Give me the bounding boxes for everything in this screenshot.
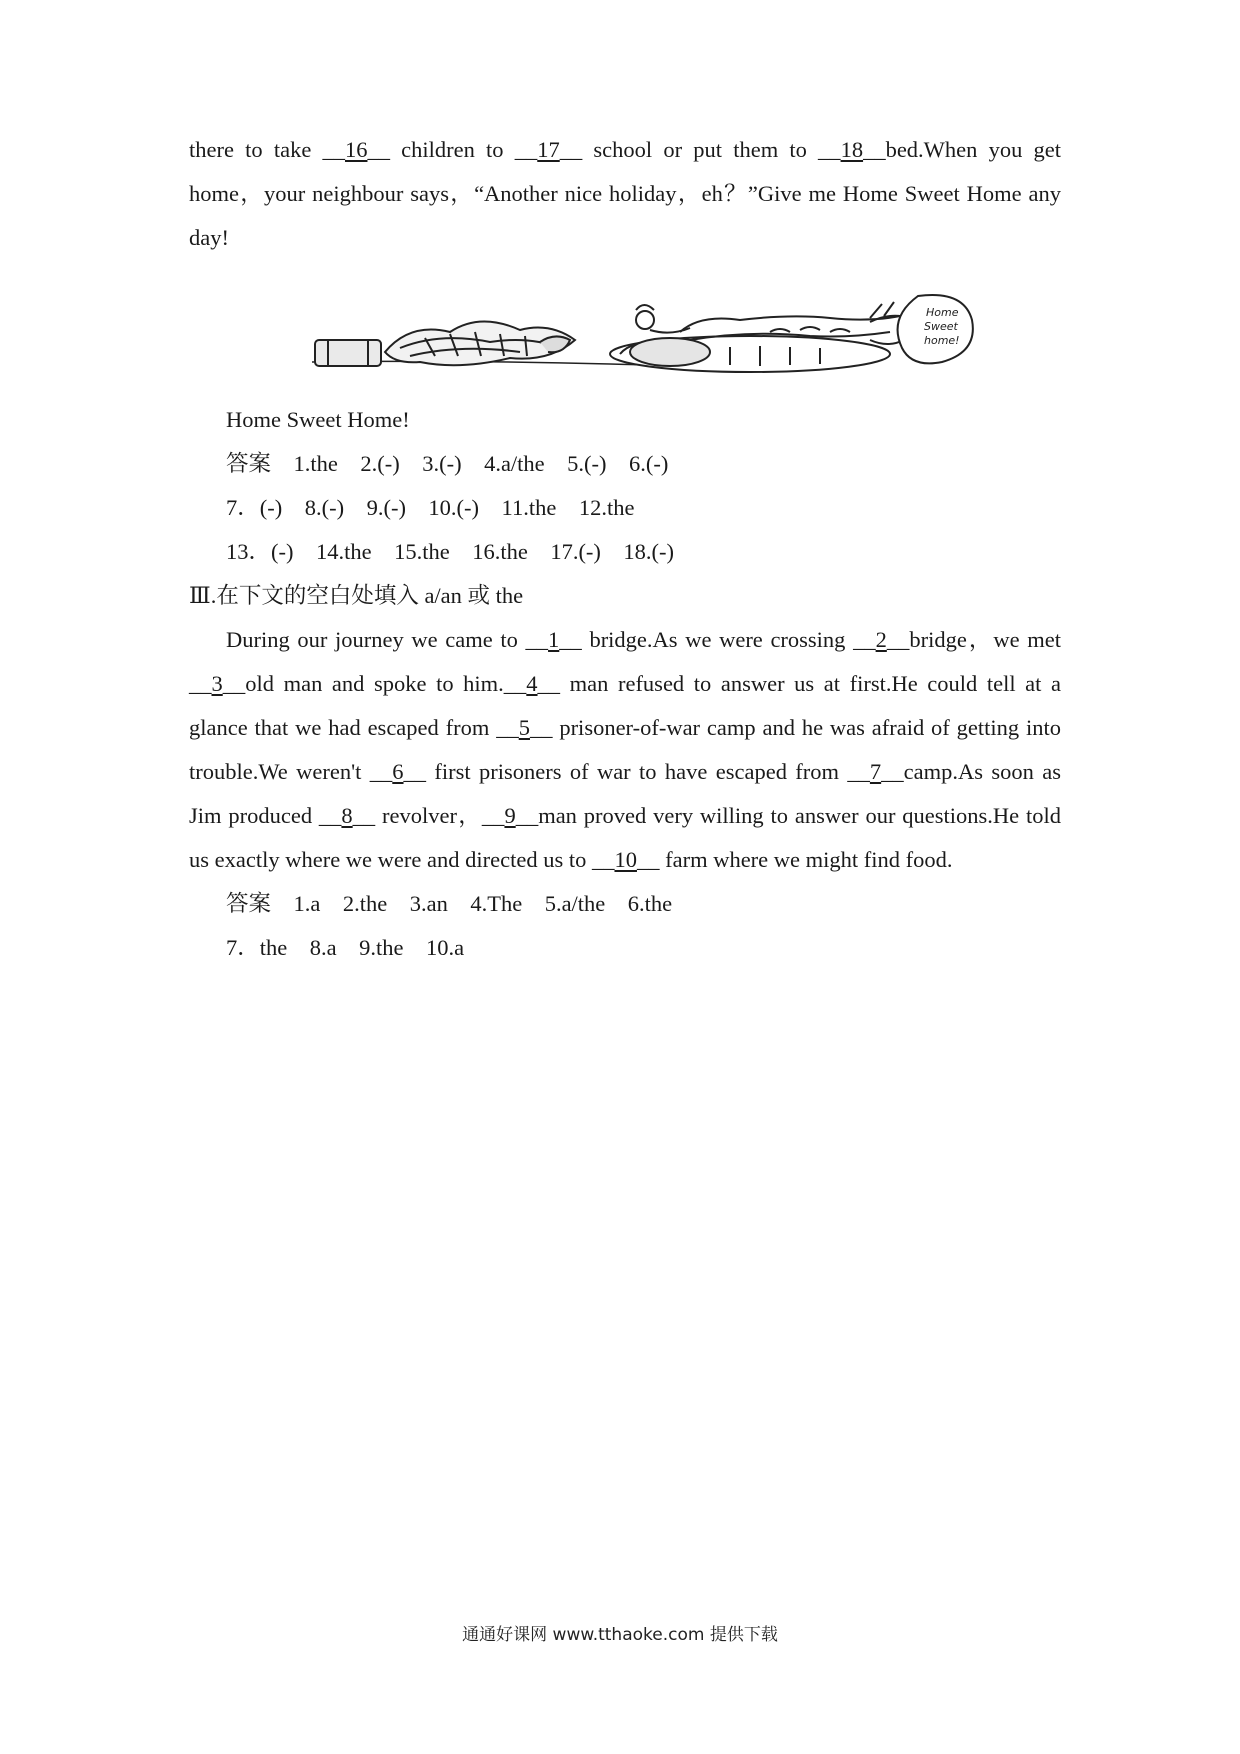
answers-1-line-2: 7．(-) 8.(-) 9.(-) 10.(-) 11.the 12.the <box>226 495 635 520</box>
blank-3: 3 <box>211 671 223 696</box>
caption: Home Sweet Home! <box>226 407 410 432</box>
blank-6: 6 <box>392 759 404 784</box>
home-sweet-home-illustration <box>310 292 976 390</box>
blank-9: 9 <box>504 803 516 828</box>
blank-1: 1 <box>548 627 560 652</box>
passage-top-paragraph: there to take __16__ children to __17__ school or put them to __18__bed.When you get home，your neighbour says，“Another nice holiday，eh？”Give me Home Sweet Home any day! <box>189 137 1061 250</box>
blank-8: 8 <box>341 803 353 828</box>
blank-7: 7 <box>869 759 882 784</box>
answers-block-1 <box>189 398 1061 970</box>
blank-2: 2 <box>875 627 887 652</box>
svg-text:Sweet: Sweet <box>924 320 958 333</box>
footer-source: 通通好课网 www.tthaoke.com 提供下载 <box>462 1625 778 1645</box>
answers-2-line-1: 答案 1.a 2.the 3.an 4.The 5.a/the 6.the <box>226 891 673 916</box>
section-3-heading: Ⅲ.在下文的空白处填入 a/an 或 the <box>189 583 524 608</box>
blank-16: 16 <box>344 137 368 162</box>
svg-text:Home: Home <box>926 306 959 319</box>
answers-1-line-3: 13．(-) 14.the 15.the 16.the 17.(-) 18.(-) <box>226 539 675 564</box>
answers-2-line-2: 7．the 8.a 9.the 10.a <box>226 935 465 960</box>
answers-1-line-1: 答案 1.the 2.(-) 3.(-) 4.a/the 5.(-) 6.(-) <box>226 451 669 476</box>
blank-4: 4 <box>526 671 538 696</box>
section-3-passage: During our journey we came to __1__ bridge.As we were crossing __2__bridge，we met __3__old man and spoke to him.__4__ man refused to answer us at first.He could tell at a glance that we had escaped from __5__ prisoner-of-war camp and he was afraid of getting into trouble.We weren't __6__ first prisoners of war to have escaped from __7__camp.As soon as Jim produced __8__ revolver，__9__man proved very willing to answer our questions.He told us exactly where we were and directed us to __10__ farm where we might find food. <box>189 627 1061 872</box>
blank-5: 5 <box>518 715 530 740</box>
passage-top <box>189 128 1061 260</box>
blank-17: 17 <box>537 137 560 162</box>
blank-18: 18 <box>840 137 864 162</box>
blank-10: 10 <box>614 847 637 872</box>
svg-text:home!: home! <box>924 334 960 347</box>
